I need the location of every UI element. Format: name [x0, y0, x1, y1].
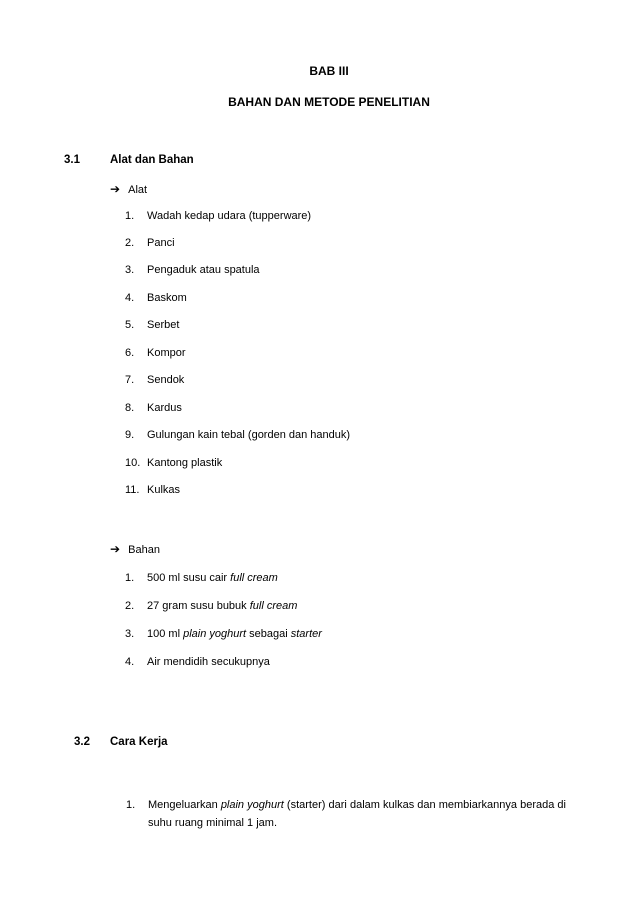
list-item: [125, 210, 311, 222]
list-item: [125, 628, 322, 640]
list-item-number: 2.: [125, 600, 135, 612]
list-item-number: 10.: [125, 457, 141, 469]
list-item-number: 1.: [125, 572, 135, 584]
chapter-heading: BAB III: [309, 64, 349, 78]
list-item-number: 4.: [125, 292, 135, 304]
list-item-text: Baskom: [147, 292, 187, 304]
subheading-alat: [110, 182, 147, 196]
list-item: [125, 402, 182, 414]
list-item-text: Kulkas: [147, 484, 181, 496]
list-item-text: Kompor: [147, 347, 186, 359]
list-item-text: 500 ml susu cair full cream: [147, 572, 278, 584]
list-item-text: Serbet: [147, 319, 180, 331]
subheading-alat-label: Alat: [128, 184, 148, 196]
list-item-text: Sendok: [147, 374, 185, 386]
list-item: [125, 656, 270, 668]
list-item-text: 27 gram susu bubuk full cream: [147, 600, 298, 612]
list-item-number: 3.: [125, 264, 135, 276]
list-item: [125, 429, 350, 441]
list-item-number: 1.: [125, 210, 135, 222]
list-item-text: Pengaduk atau spatula: [147, 264, 260, 276]
section-title: Cara Kerja: [110, 736, 168, 748]
list-item: [125, 319, 179, 331]
list-item-text: 100 ml plain yoghurt sebagai starter: [147, 628, 322, 640]
list-item-text: Kantong plastik: [147, 457, 223, 469]
list-item-number: 5.: [125, 319, 135, 331]
subheading-bahan-label: Bahan: [128, 544, 160, 556]
list-item-text: Panci: [147, 237, 175, 249]
subheading-bahan: [110, 542, 160, 556]
step-number: 1.: [126, 799, 136, 811]
list-item-number: 11.: [125, 484, 140, 496]
list-item-number: 2.: [125, 237, 135, 249]
list-item: [125, 484, 180, 496]
list-item: [125, 292, 187, 304]
arrow-right-icon: ➔: [110, 542, 121, 556]
section-title: Alat dan Bahan: [110, 154, 194, 166]
chapter-title: BAHAN DAN METODE PENELITIAN: [228, 95, 430, 109]
section-number: 3.2: [74, 736, 90, 748]
list-item: [125, 457, 222, 469]
arrow-right-icon: ➔: [110, 182, 121, 196]
list-item: [125, 572, 278, 584]
list-item: [125, 237, 175, 249]
list-item-text: Air mendidih secukupnya: [147, 656, 270, 668]
procedure-step: [126, 796, 566, 832]
list-item: [125, 600, 297, 612]
list-item-number: 6.: [125, 347, 135, 359]
list-item-number: 8.: [125, 402, 135, 414]
list-item-text: Wadah kedap udara (tupperware): [147, 210, 312, 222]
list-item-number: 3.: [125, 628, 135, 640]
list-item-text: Kardus: [147, 402, 182, 414]
section-number: 3.1: [64, 154, 80, 166]
list-item-number: 4.: [125, 656, 135, 668]
list-item: [125, 347, 186, 359]
list-item-number: 9.: [125, 429, 135, 441]
list-item-number: 7.: [125, 374, 135, 386]
step-text: Mengeluarkan plain yoghurt (starter) dari dalam kulkas dan membiarkannya berada di suhu ruang minimal 1 jam.: [148, 799, 566, 829]
list-item: [125, 264, 260, 276]
list-item: [125, 374, 184, 386]
list-item-text: Gulungan kain tebal (gorden dan handuk): [147, 429, 351, 441]
